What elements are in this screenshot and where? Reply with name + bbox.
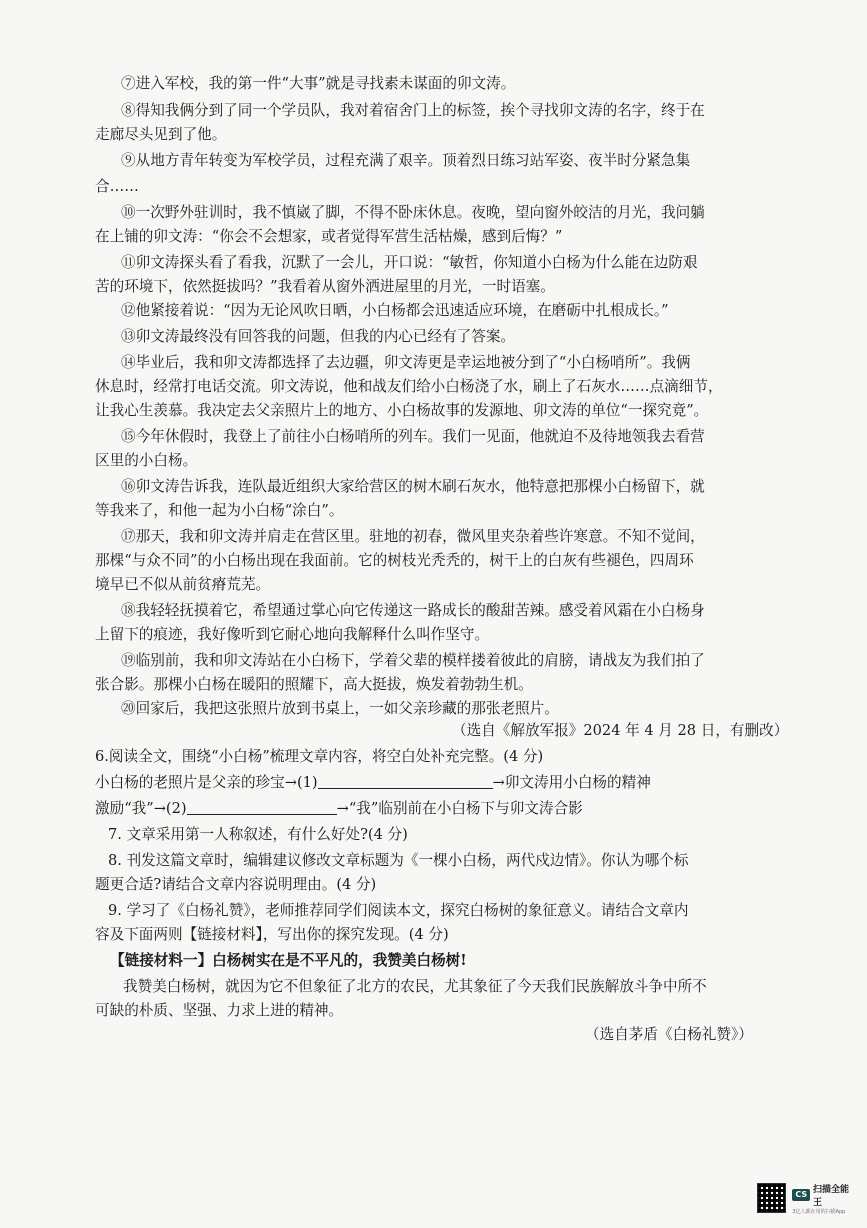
paragraph-14-line-2: 休息时，经常打电话交流。卯文涛说，他和战友们给小白杨浇了水，刷上了石灰水……点滴细节， bbox=[95, 378, 723, 395]
scanner-watermark bbox=[757, 1182, 857, 1214]
watermark-subtitle: 3亿人都在用的扫描App bbox=[792, 1208, 846, 1215]
link-material-1-source: （选自茅盾《白杨礼赞》） bbox=[585, 1026, 753, 1043]
paragraph-10-line-2: 在上铺的卯文涛：“你会不会想家，或者觉得军营生活枯燥，感到后悔？” bbox=[95, 228, 563, 245]
question-8-line-2: 题更合适?请结合文章内容说明理由。(4 分) bbox=[95, 876, 377, 893]
link-material-1-title: 【链接材料一】白杨树实在是不平凡的，我赞美白杨树! bbox=[110, 952, 467, 969]
paragraph-17-line-3: 境早已不似从前贫瘠荒芜。 bbox=[95, 576, 271, 593]
paragraph-10-line-1: ⑩一次野外驻训时，我不慎崴了脚，不得不卧床休息。夜晚，望向窗外皎洁的月光，我问躺 bbox=[121, 204, 705, 221]
flow-step-4: →“我”临别前在小白杨下与卯文涛合影 bbox=[336, 800, 583, 817]
paragraph-16-line-1: ⑯卯文涛告诉我，连队最近组织大家给营区的树木刷石灰水，他特意把那棵小白杨留下，就 bbox=[121, 478, 705, 495]
camscanner-logo-icon: CS bbox=[792, 1189, 810, 1201]
paragraph-8-line-1: ⑧得知我俩分到了同一个学员队，我对着宿舍门上的标签，挨个寻找卯文涛的名字，终于在 bbox=[121, 102, 705, 119]
paragraph-8-line-2: 走廊尽头见到了他。 bbox=[95, 126, 227, 143]
paragraph-16-line-2: 等我来了，和他一起为小白杨“涂白”。 bbox=[95, 502, 344, 519]
article-source: （选自《解放军报》2024 年 4 月 28 日，有删改） bbox=[452, 722, 789, 739]
watermark-title: 扫描全能王 bbox=[813, 1184, 850, 1208]
paragraph-11-line-2: 苦的环境下，依然挺拔吗？”我看着从窗外洒进屋里的月光，一时语塞。 bbox=[95, 278, 555, 295]
answer-blank-1[interactable] bbox=[318, 774, 493, 789]
question-6-flow-line-1 bbox=[95, 774, 651, 792]
paragraph-9-line-2: 合…… bbox=[95, 178, 139, 195]
paragraph-9-line-1: ⑨从地方青年转变为军校学员，过程充满了艰辛。顶着烈日练习站军姿、夜半时分紧急集 bbox=[121, 152, 691, 169]
paragraph-17-line-1: ⑰那天，我和卯文涛并肩走在营区里。驻地的初春，微风里夹杂着些许寒意。不知不觉间， bbox=[121, 528, 705, 545]
question-6-prompt: 6.阅读全文，围绕“小白杨”梳理文章内容，将空白处补充完整。(4 分) bbox=[95, 748, 544, 765]
paragraph-15-line-1: ⑮今年休假时，我登上了前往小白杨哨所的列车。我们一见面，他就迫不及待地领我去看营 bbox=[121, 428, 705, 445]
paragraph-17-line-2: 那棵“与众不同”的小白杨出现在我面前。它的树枝光秃秃的，树干上的白灰有些褪色，四周环 bbox=[95, 552, 694, 569]
paragraph-19-line-2: 张合影。那棵小白杨在暖阳的照耀下，高大挺拔，焕发着勃勃生机。 bbox=[95, 676, 533, 693]
paragraph-20-line-1: ⑳回家后，我把这张照片放到书桌上，一如父亲珍藏的那张老照片。 bbox=[121, 700, 559, 717]
question-8-line-1: 8. 刊发这篇文章时，编辑建议修改文章标题为《一棵小白杨，两代戍边情》。你认为哪个标 bbox=[108, 852, 689, 869]
paragraph-19-line-1: ⑲临别前，我和卯文涛站在小白杨下，学着父辈的模样搂着彼此的肩膀，请战友为我们拍了 bbox=[121, 652, 705, 669]
paragraph-18-line-1: ⑱我轻轻抚摸着它，希望通过掌心向它传递这一路成长的酸甜苦辣。感受着风霜在小白杨身 bbox=[121, 602, 705, 619]
paragraph-13-line-1: ⑬卯文涛最终没有回答我的问题，但我的内心已经有了答案。 bbox=[121, 328, 516, 345]
answer-blank-2[interactable] bbox=[187, 800, 337, 815]
question-6-flow-line-2 bbox=[95, 800, 583, 818]
flow-step-2: →卯文涛用小白杨的精神 bbox=[492, 774, 651, 791]
qr-code-icon bbox=[757, 1183, 786, 1213]
paragraph-15-line-2: 区里的小白杨。 bbox=[95, 452, 198, 469]
question-9-line-1: 9. 学习了《白杨礼赞》，老师推荐同学们阅读本文，探究白杨树的象征意义。请结合文章内 bbox=[108, 902, 689, 919]
paragraph-14-line-3: 让我心生羡慕。我决定去父亲照片上的地方、小白杨故事的发源地、卯文涛的单位“一探究竟”。 bbox=[95, 402, 709, 419]
paragraph-18-line-2: 上留下的痕迹，我好像听到它耐心地向我解释什么叫作坚守。 bbox=[95, 626, 490, 643]
paragraph-12-line-1: ⑫他紧接着说：“因为无论风吹日晒，小白杨都会迅速适应环境，在磨砺中扎根成长。” bbox=[121, 302, 669, 319]
question-9-line-2: 容及下面两则【链接材料】，写出你的探究发现。(4 分) bbox=[95, 926, 449, 943]
flow-step-3: 激励“我”→(2) bbox=[95, 800, 187, 817]
link-material-1-line-1: 我赞美白杨树，就因为它不但象征了北方的农民，尤其象征了今天我们民族解放斗争中所不 bbox=[123, 978, 707, 995]
link-material-1-line-2: 可缺的朴质、坚强、力求上进的精神。 bbox=[95, 1002, 344, 1019]
paragraph-14-line-1: ⑭毕业后，我和卯文涛都选择了去边疆，卯文涛更是幸运地被分到了“小白杨哨所”。我俩 bbox=[121, 354, 691, 371]
question-7: 7. 文章采用第一人称叙述，有什么好处?(4 分) bbox=[108, 826, 408, 843]
flow-step-1: 小白杨的老照片是父亲的珍宝→(1) bbox=[95, 774, 318, 791]
paragraph-7-line-1: ⑦进入军校，我的第一件“大事”就是寻找素未谋面的卯文涛。 bbox=[121, 75, 516, 92]
paragraph-11-line-1: ⑪卯文涛探头看了看我，沉默了一会儿，开口说：“敏哲，你知道小白杨为什么能在边防艰 bbox=[121, 254, 698, 271]
